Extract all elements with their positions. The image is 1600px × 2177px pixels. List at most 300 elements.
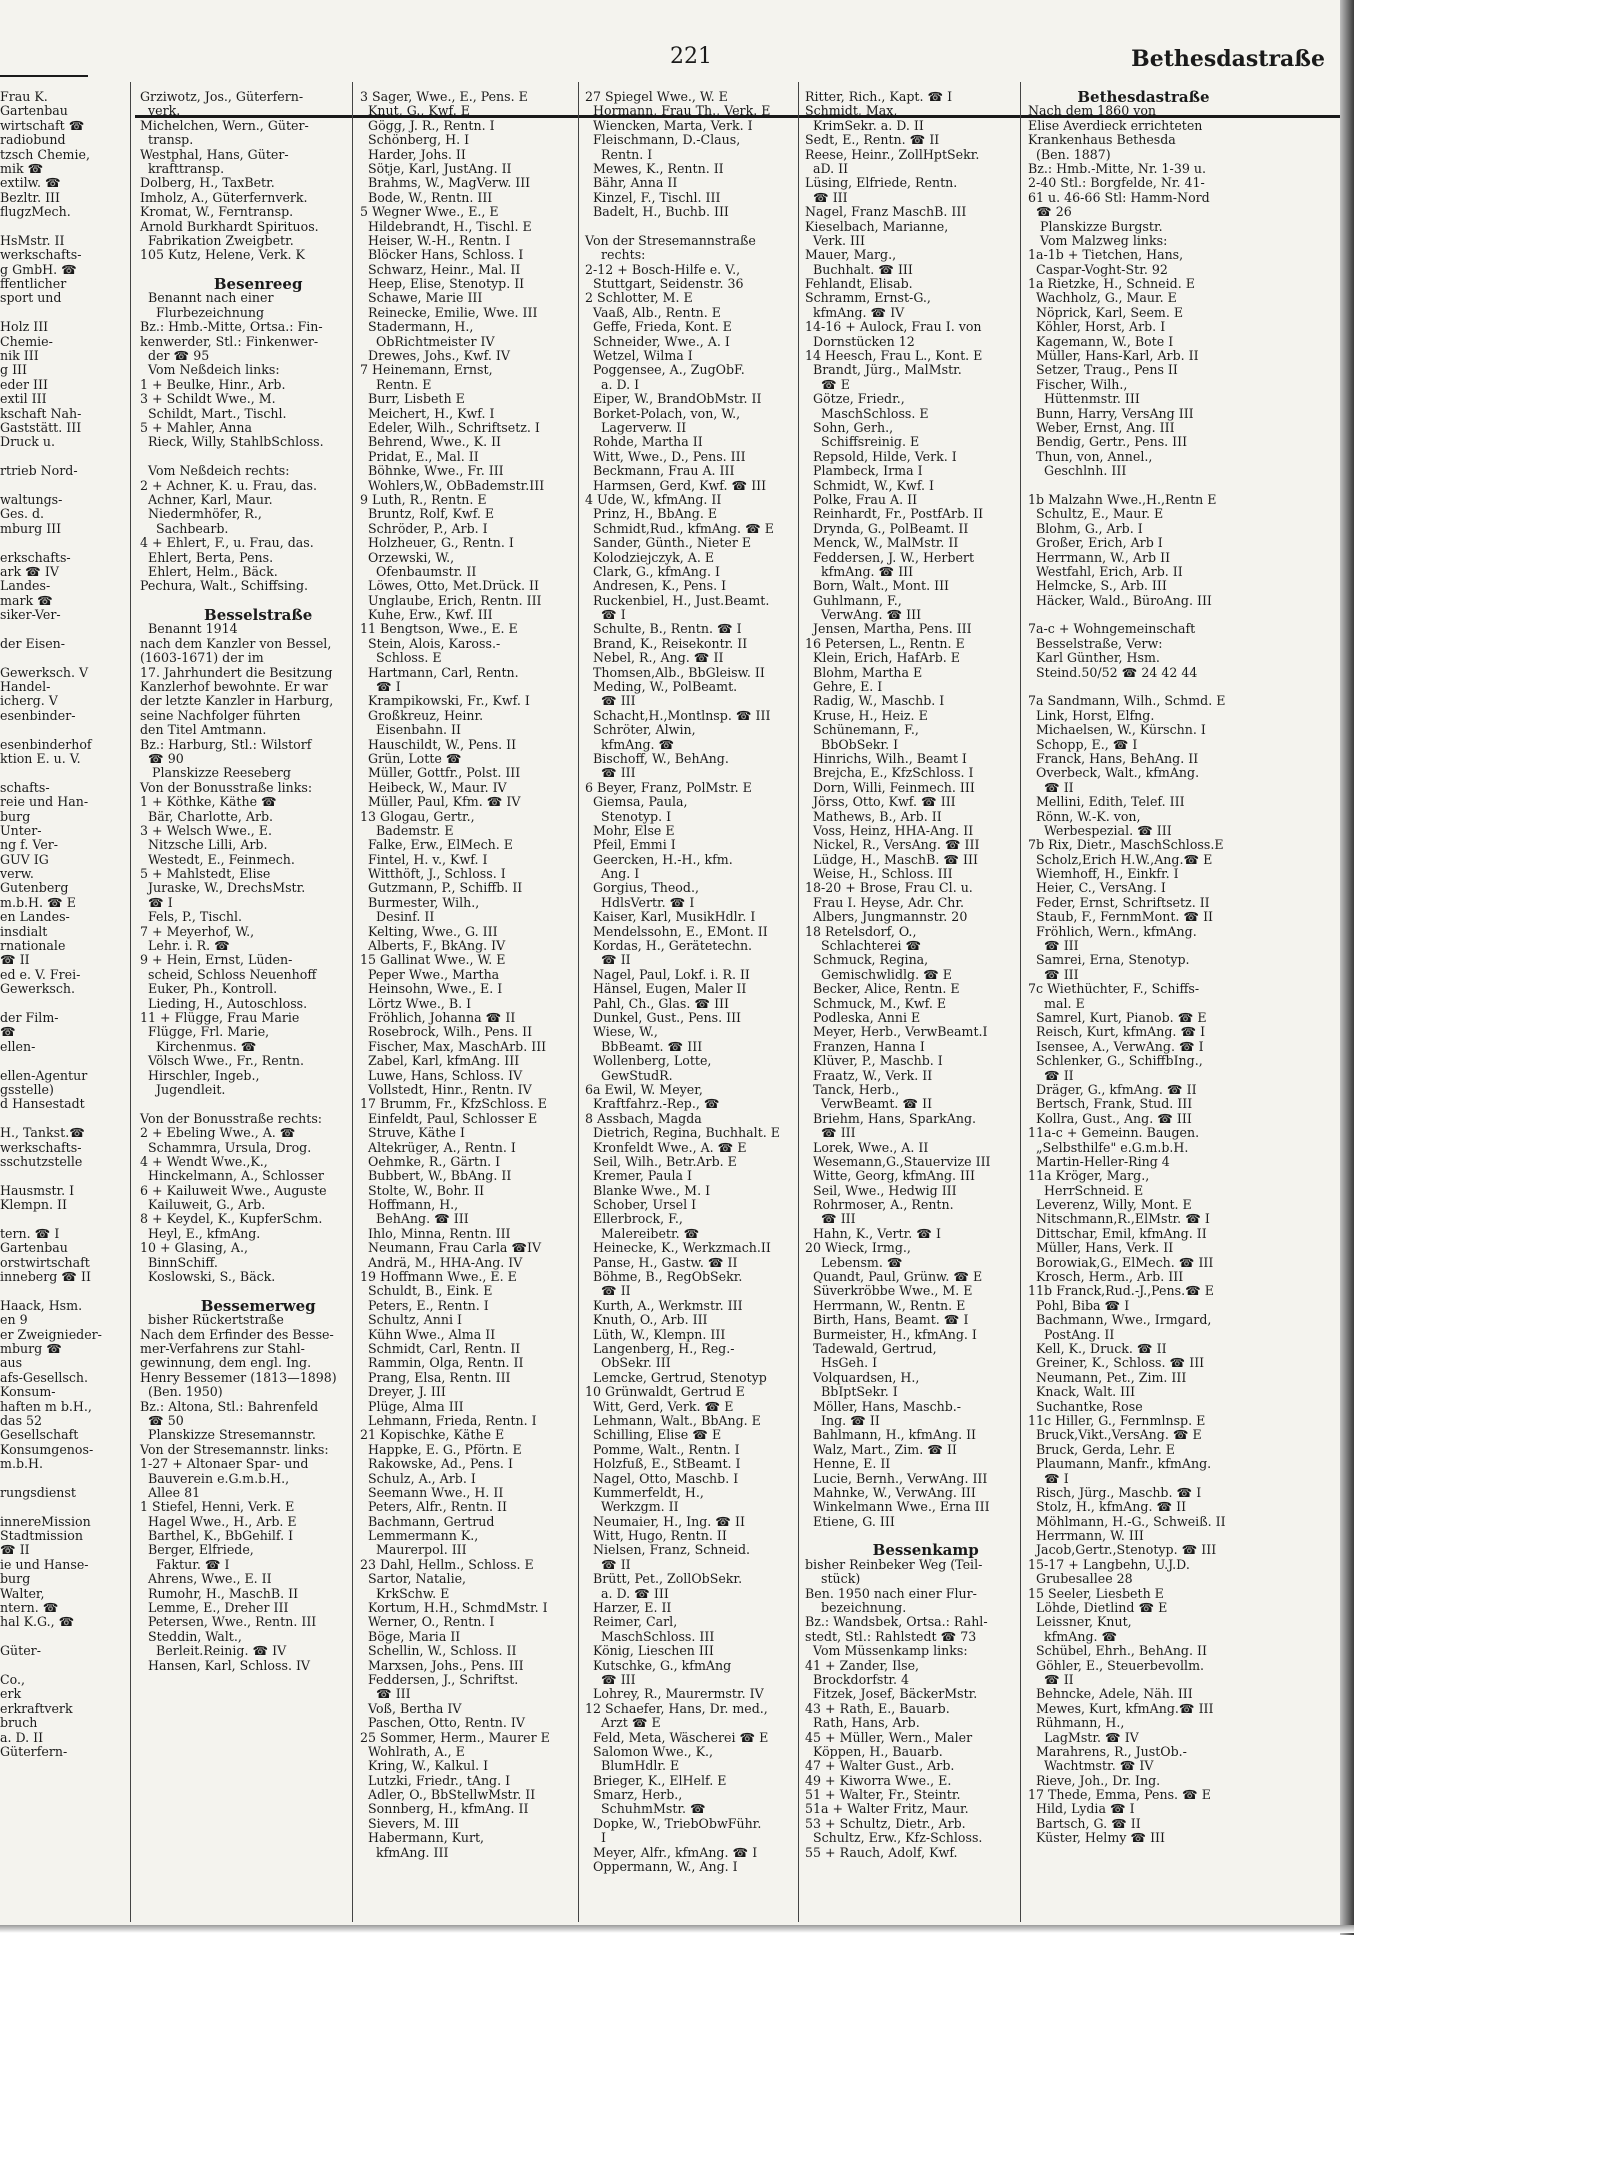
- entry-line: 11b Franck,Rud.-J.,Pens.☎ E: [1028, 1283, 1214, 1299]
- entry-line: Plambeck, Irma I: [805, 463, 923, 479]
- entry-line: Rohrmoser, A., Rentn.: [805, 1197, 954, 1213]
- entry-line: Blanke Wwe., M. I: [585, 1182, 711, 1198]
- entry-line: Sohn, Gerh.,: [805, 419, 894, 435]
- entry-line: Stolz, H., kfmAng. ☎ II: [1028, 1499, 1187, 1515]
- entry-line: kfmAng. ☎: [585, 736, 675, 752]
- entry-line: Leverenz, Willy, Mont. E: [1028, 1197, 1192, 1213]
- entry-line: kschaft Nah-: [0, 405, 82, 421]
- column-divider: [352, 82, 353, 1922]
- entry-line: [0, 723, 88, 737]
- entry-line: Mewes, K., Rentn. II: [585, 160, 724, 176]
- entry-line: Kring, W., Kalkul. I: [360, 1758, 489, 1774]
- column-divider: [130, 82, 131, 1922]
- entry-line: 45 + Müller, Wern., Maler: [805, 1729, 973, 1745]
- entry-line: Langenberg, H., Reg.-: [585, 1340, 735, 1356]
- entry-line: extil III: [0, 391, 47, 407]
- entry-line: [0, 997, 88, 1011]
- entry-line: Dräger, G., kfmAng. ☎ II: [1028, 1081, 1197, 1097]
- entry-line: Besselstraße: [172, 606, 313, 625]
- entry-line: Gewerksch. V: [0, 664, 89, 680]
- entry-line: Fischer, Wilh.,: [1028, 376, 1128, 392]
- entry-line: Seemann Wwe., H. II: [360, 1484, 504, 1500]
- entry-line: Von der Bonusstraße links:: [140, 779, 313, 795]
- entry-line: gewinnung, dem engl. Ing.: [140, 1355, 312, 1371]
- entry-line: Schlenker, G., SchiffbIng.,: [1028, 1053, 1203, 1069]
- entry-line: Dorn, Willi, Feinmech. III: [805, 779, 975, 795]
- entry-line: Flurbezeichnung: [140, 304, 265, 320]
- entry-line: Pfeil, Emmi I: [585, 837, 676, 853]
- entry-line: Weber, Ernst, Ang. III: [1028, 419, 1175, 435]
- entry-line: 11 + Flügge, Frau Marie: [140, 1010, 300, 1025]
- entry-line: wirtschaft ☎: [0, 117, 85, 133]
- entry-line: 53 + Schultz, Dietr., Arb.: [805, 1815, 966, 1831]
- entry-line: Nebel, R., Ang. ☎ II: [585, 650, 724, 666]
- entry-line: Heinsohn, Wwe., E. I: [360, 981, 503, 997]
- entry-line: GewStudR.: [585, 1067, 673, 1083]
- entry-line: ☎ I: [140, 894, 173, 910]
- entry-line: 17 Brumm, Fr., KfzSchloss. E: [360, 1096, 547, 1112]
- entry-line: ☎ 90: [140, 750, 184, 766]
- entry-line: Harzer, E. II: [585, 1600, 672, 1616]
- entry-line: 7 Heinemann, Ernst,: [360, 362, 493, 378]
- entry-line: Krampikowski, Fr., Kwf. I: [360, 693, 530, 709]
- entry-line: (Ben. 1887): [1028, 146, 1111, 162]
- entry-line: 51 + Walter, Fr., Steintr.: [805, 1787, 961, 1803]
- entry-line: Behncke, Adele, Näh. III: [1028, 1686, 1193, 1702]
- entry-line: Möhlmann, H.-G., Schweiß. II: [1028, 1513, 1226, 1529]
- entry-line: [1028, 608, 1238, 622]
- entry-line: Großkreuz, Heinr.: [360, 707, 484, 723]
- entry-line: Schulte, B., Rentn. ☎ I: [585, 621, 742, 637]
- entry-line: Kronfeldt Wwe., A. ☎ E: [585, 1139, 747, 1155]
- entry-line: Schmidt, W., Kwf. I: [805, 477, 935, 493]
- entry-line: Kagemann, W., Bote I: [1028, 333, 1174, 349]
- entry-line: Hild, Lydia ☎ I: [1028, 1801, 1135, 1817]
- entry-line: ☎: [0, 1024, 16, 1040]
- entry-line: Neumann, Pet., Zim. III: [1028, 1369, 1187, 1385]
- entry-line: Völsch Wwe., Fr., Rentn.: [140, 1053, 304, 1069]
- entry-line: Kummerfeldt, H.,: [585, 1484, 704, 1500]
- entry-line: VerwBeamt. ☎ II: [805, 1096, 933, 1112]
- entry-line: der ☎ 95: [140, 348, 210, 364]
- entry-line: Häcker, Wald., BüroAng. III: [1028, 592, 1212, 608]
- entry-line: Staub, F., FernmMont. ☎ II: [1028, 909, 1214, 925]
- entry-line: Gehre, E. I: [805, 679, 883, 695]
- entry-line: Marxsen, Johs., Pens. III: [360, 1657, 524, 1673]
- entry-line: Jörss, Otto, Kwf. ☎ III: [805, 794, 956, 810]
- entry-line: Born, Walt., Mont. III: [805, 578, 950, 594]
- entry-line: stück): [805, 1571, 861, 1587]
- entry-line: Löwes, Otto, Met.Drück. II: [360, 578, 539, 594]
- entry-line: [0, 1112, 88, 1126]
- entry-line: HsMstr. II: [0, 232, 65, 248]
- entry-line: Gartenbau: [0, 1240, 68, 1256]
- entry-line: Müller, Gottfr., Polst. III: [360, 765, 521, 781]
- entry-line: Schammra, Ursula, Drog.: [140, 1139, 312, 1155]
- entry-line: ☎ I: [1028, 1470, 1069, 1486]
- entry-line: Böhnke, Wwe., Fr. III: [360, 463, 504, 479]
- entry-line: Behrend, Wwe., K. II: [360, 434, 502, 450]
- entry-line: gsstelle): [0, 1081, 54, 1097]
- entry-line: Möller, Hans, Maschb.-: [805, 1398, 962, 1414]
- entry-line: afs-Gesellsch.: [0, 1369, 89, 1385]
- entry-line: Lüsing, Elfriede, Rentn.: [805, 175, 958, 191]
- entry-line: Eisenbahn. II: [360, 722, 462, 738]
- entry-line: Heier, C., VersAng. I: [1028, 880, 1166, 896]
- entry-line: 9 + Hein, Ernst, Lüden-: [140, 952, 293, 968]
- entry-line: 20 Wieck, Irmg.,: [805, 1240, 911, 1256]
- entry-line: a. D. ☎ III: [585, 1585, 669, 1601]
- entry-line: sschutzstelle: [0, 1153, 83, 1169]
- entry-line: Voß, Bertha IV: [360, 1700, 462, 1716]
- entry-line: Andrä, M., HHA-Ang. IV: [360, 1254, 523, 1270]
- entry-line: Schramm, Ernst-G.,: [805, 290, 931, 306]
- entry-line: Schacht,H.,Montlnsp. ☎ III: [585, 707, 771, 723]
- entry-line: Landes-: [0, 578, 51, 594]
- page-bottom-shadow: [0, 1925, 1354, 1933]
- entry-line: Bademstr. E: [360, 822, 454, 838]
- entry-line: ffentlicher: [0, 276, 67, 292]
- entry-line: Franzen, Hanna I: [805, 1038, 925, 1054]
- entry-line: Kolodziejczyk, A. E: [585, 549, 715, 565]
- entry-line: Konsum-: [0, 1384, 56, 1400]
- entry-line: Badelt, H., Buchb. III: [585, 204, 729, 220]
- entry-line: Kanzlerhof bewohnte. Er war: [140, 679, 328, 695]
- entry-line: Ihlo, Minna, Rentn. III: [360, 1225, 511, 1241]
- entry-line: Ing. ☎ II: [805, 1412, 880, 1428]
- entry-line: 17. Jahrhundert die Besitzung: [140, 664, 333, 680]
- entry-line: Stolte, W., Bohr. II: [360, 1182, 485, 1198]
- entry-line: Adler, O., BbStellwMstr. II: [360, 1787, 536, 1803]
- entry-line: ☎ II: [0, 952, 30, 968]
- entry-line: kfmAng. ☎ IV: [805, 304, 905, 320]
- entry-line: Oppermann, W., Ang. I: [585, 1859, 738, 1875]
- entry-line: [0, 622, 88, 636]
- entry-line: Stein, Alois, Kaross.-: [360, 635, 501, 651]
- entry-line: Hansen, Karl, Schloss. IV: [140, 1657, 311, 1673]
- entry-line: ed e. V. Frei-: [0, 966, 81, 982]
- entry-line: Paschen, Otto, Rentn. IV: [360, 1715, 525, 1731]
- entry-line: Lagerverw. II: [585, 419, 687, 435]
- entry-line: esenbinder-: [0, 707, 76, 723]
- entry-line: Bahlmann, H., kfmAng. II: [805, 1427, 977, 1443]
- entry-line: Löhde, Dietlind ☎ E: [1028, 1600, 1168, 1616]
- entry-line: Vom Neßdeich rechts:: [140, 463, 290, 479]
- entry-line: 2 + Achner, K. u. Frau, das.: [140, 477, 317, 493]
- entry-line: Bendig, Gertr., Pens. III: [1028, 434, 1188, 450]
- entry-line: 11c Hiller, G., Fernmlnsp. E: [1028, 1412, 1206, 1428]
- entry-line: ☎ 50: [140, 1412, 184, 1428]
- entry-line: Brockdorfstr. 4: [805, 1671, 910, 1687]
- entry-line: Albers, Jungmannstr. 20: [805, 909, 968, 925]
- entry-line: Schröder, P., Arb. I: [360, 520, 488, 536]
- entry-line: bisher Rückertstraße: [140, 1312, 284, 1328]
- entry-line: Bär, Charlotte, Arb.: [140, 808, 274, 824]
- entry-line: Fabrikation Zweigbetr.: [140, 232, 294, 248]
- entry-line: 11a-c + Gemeinn. Baugen.: [1028, 1125, 1200, 1141]
- entry-line: Besenreeg: [182, 275, 303, 294]
- entry-line: verw.: [0, 866, 34, 882]
- entry-line: Wachtmstr. ☎ IV: [1028, 1758, 1154, 1774]
- entry-line: Schmuck, M., Kwf. E: [805, 995, 947, 1011]
- entry-line: BehAng. ☎ III: [360, 1211, 469, 1227]
- entry-line: Michaelsen, W., Kürschn. I: [1028, 722, 1206, 738]
- entry-line: Ofenbaumstr. II: [360, 563, 477, 579]
- entry-line: Lüth, W., Klempn. III: [585, 1326, 726, 1342]
- entry-line: Rosebrock, Wilh., Pens. II: [360, 1024, 533, 1040]
- entry-line: Hinrichs, Wilh., Beamt I: [805, 750, 967, 766]
- entry-line: Fröhlich, Johanna ☎ II: [360, 1010, 516, 1025]
- entry-line: Petersen, Wwe., Rentn. III: [140, 1614, 317, 1630]
- entry-line: Ges. d.: [0, 506, 45, 522]
- entry-line: Neumann, Frau Carla ☎IV: [360, 1240, 542, 1256]
- entry-line: Nach dem Erfinder des Besse-: [140, 1326, 334, 1342]
- entry-line: reie und Han-: [0, 794, 89, 810]
- entry-line: Kordas, H., Gerätetechn.: [585, 938, 753, 954]
- entry-line: Lörtz Wwe., B. I: [360, 995, 472, 1011]
- entry-line: Seil, Wilh., Betr.Arb. E: [585, 1153, 737, 1169]
- entry-line: [0, 1659, 88, 1673]
- entry-line: Schildt, Mart., Tischl.: [140, 405, 287, 421]
- entry-line: Fischer, Max, MaschArb. III: [360, 1038, 547, 1054]
- entry-line: 21 Kopischke, Käthe E: [360, 1427, 505, 1443]
- entry-line: ark ☎ IV: [0, 563, 59, 579]
- entry-line: Achner, Karl, Maur.: [140, 491, 273, 507]
- entry-line: Gesellschaft: [0, 1427, 79, 1443]
- entry-line: [0, 450, 88, 464]
- entry-line: orstwirtschaft: [0, 1254, 90, 1270]
- entry-line: 1 + Beulke, Hinr., Arb.: [140, 376, 286, 392]
- entry-line: 19 Hoffmann Wwe., E. E: [360, 1269, 517, 1285]
- entry-line: mer-Verfahrens zur Stahl-: [140, 1340, 305, 1356]
- entry-line: 10 Grünwaldt, Gertrud E: [585, 1384, 745, 1400]
- entry-line: Westphal, Hans, Güter-: [140, 146, 289, 162]
- entry-line: Menck, W., MalMstr. II: [805, 535, 959, 551]
- entry-line: Schloss. E: [360, 650, 442, 666]
- entry-line: Reimer, Carl,: [585, 1614, 678, 1630]
- entry-line: den Titel Amtmann.: [140, 722, 267, 738]
- entry-line: Schmidt, Carl, Rentn. II: [360, 1340, 521, 1356]
- entry-line: Pomme, Walt., Rentn. I: [585, 1441, 740, 1457]
- entry-line: erkschafts-: [0, 549, 71, 565]
- entry-line: Lehmann, Walt., BbAng. E: [585, 1412, 761, 1428]
- entry-line: Kromat, W., Ferntransp.: [140, 204, 294, 220]
- entry-line: 1a Rietzke, H., Schneid. E: [1028, 276, 1195, 292]
- entry-line: a. D. II: [0, 1729, 44, 1745]
- entry-line: Podleska, Anni E: [805, 1010, 921, 1025]
- entry-line: Kutschke, G., kfmAng: [585, 1657, 732, 1673]
- entry-line: tzsch Chemie,: [0, 146, 90, 162]
- entry-line: Franck, Hans, BehAng. II: [1028, 750, 1199, 766]
- entry-line: Bischoff, W., BehAng.: [585, 750, 729, 766]
- entry-line: Geffe, Frieda, Kont. E: [585, 319, 732, 335]
- entry-line: Witte, Georg, kfmAng. III: [805, 1168, 975, 1184]
- entry-line: Schultz, Anni I: [360, 1312, 462, 1328]
- entry-line: Buchhalt. ☎ III: [805, 261, 913, 277]
- entry-line: Herrmann, W., Rentn. E: [805, 1297, 966, 1313]
- entry-line: HdlsVertr. ☎ I: [585, 894, 695, 910]
- entry-line: Ben. 1950 nach einer Flur-: [805, 1585, 977, 1601]
- entry-line: Güterfern-: [0, 1743, 68, 1759]
- entry-line: ObRichtmeister IV: [360, 333, 495, 349]
- entry-line: Quandt, Paul, Grünw. ☎ E: [805, 1269, 983, 1285]
- entry-line: Link, Horst, Elfng.: [1028, 707, 1155, 723]
- entry-line: Bruck, Gerda, Lehr. E: [1028, 1441, 1175, 1457]
- entry-line: Berger, Elfriede,: [140, 1542, 254, 1558]
- entry-line: Planskizze Stresemannstr.: [140, 1427, 316, 1443]
- entry-line: Witt, Gerd, Verk. ☎ E: [585, 1398, 734, 1414]
- entry-line: BinnSchiff.: [140, 1254, 218, 1270]
- entry-line: Smarz, Herb.,: [585, 1787, 683, 1803]
- entry-line: ☎ II: [585, 1283, 631, 1299]
- entry-line: 8 Assbach, Magda: [585, 1110, 702, 1126]
- entry-line: ☎ I: [585, 607, 626, 623]
- entry-line: Schultz, E., Maur. E: [1028, 506, 1164, 522]
- entry-line: Pridat, E., Mal. II: [360, 448, 479, 464]
- entry-line: waltungs-: [0, 491, 63, 507]
- entry-line: Happke, E. G., Pförtn. E: [360, 1441, 522, 1457]
- entry-line: Giemsa, Paula,: [585, 794, 688, 810]
- entry-line: H., Tankst.☎: [0, 1125, 85, 1141]
- entry-line: Eiper, W., BrandObMstr. II: [585, 391, 762, 407]
- entry-line: Lutzki, Friedr., tAng. I: [360, 1772, 511, 1788]
- entry-line: Grubesallee 28: [1028, 1571, 1133, 1587]
- entry-line: Dornstücken 12: [805, 333, 915, 349]
- column-5: [1028, 90, 1238, 1846]
- entry-line: (1603-1671) der im: [140, 650, 264, 666]
- entry-line: Kühn Wwe., Alma II: [360, 1326, 496, 1342]
- entry-line: Nielsen, Franz, Schneid.: [585, 1542, 751, 1558]
- entry-line: Rakowske, Ad., Pens. I: [360, 1456, 513, 1472]
- entry-line: Faktur. ☎ I: [140, 1556, 230, 1572]
- entry-line: 7b Rix, Dietr., MaschSchloss.E: [1028, 837, 1224, 853]
- entry-line: 7a Sandmann, Wilh., Schmd. E: [1028, 693, 1226, 709]
- entry-line: Vom Neßdeich links:: [140, 362, 280, 378]
- entry-line: Habermann, Kurt,: [360, 1830, 485, 1846]
- entry-line: Schröter, Alwin,: [585, 722, 696, 738]
- entry-line: Lohrey, R., Maurermstr. IV: [585, 1686, 764, 1702]
- entry-line: Bz.: Wandsbek, Ortsa.: Rahl-: [805, 1614, 988, 1630]
- entry-line: Nickel, R., VersAng. ☎ III: [805, 837, 980, 853]
- entry-line: Schünemann, F.,: [805, 722, 919, 738]
- entry-line: Heinecke, K., Werkzmach.II: [585, 1240, 771, 1256]
- entry-line: Pohl, Biba ☎ I: [1028, 1297, 1130, 1313]
- entry-line: Lebensm. ☎: [805, 1254, 903, 1270]
- entry-line: 27 Spiegel Wwe., W. E: [585, 89, 728, 104]
- entry-line: hal K.G., ☎: [0, 1614, 75, 1630]
- entry-line: Struve, Käthe I: [360, 1125, 465, 1141]
- entry-line: Grün, Lotte ☎: [360, 750, 462, 766]
- page-edge-shadow: [1340, 0, 1354, 1935]
- entry-line: ☎ II: [1028, 1067, 1074, 1083]
- entry-line: Lehmann, Frieda, Rentn. I: [360, 1412, 537, 1428]
- entry-line: kfmAng. ☎: [1028, 1628, 1118, 1644]
- entry-line: Planskizze Reeseberg: [140, 765, 291, 781]
- entry-line: 1 + Köthke, Käthe ☎: [140, 794, 277, 810]
- entry-line: Bruck,Vikt.,VersAng. ☎ E: [1028, 1427, 1202, 1443]
- entry-line: [0, 1630, 88, 1644]
- entry-line: Schönberg, H. I: [360, 132, 470, 148]
- column-3: [585, 90, 800, 1874]
- entry-line: Drynda, G., PolBeamt. II: [805, 520, 969, 536]
- entry-line: Repsold, Hilde, Verk. I: [805, 448, 957, 464]
- entry-line: Hartmann, Carl, Rentn.: [360, 664, 519, 680]
- entry-line: [1028, 680, 1238, 694]
- entry-line: 105 Kutz, Helene, Verk. K: [140, 247, 305, 263]
- entry-line: Werbespezial. ☎ III: [1028, 822, 1172, 838]
- entry-line: Sievers, M. III: [360, 1815, 459, 1831]
- entry-line: Fintel, H. v., Kwf. I: [360, 851, 488, 867]
- entry-line: [140, 450, 345, 464]
- entry-line: Rumohr, H., MaschB. II: [140, 1585, 299, 1601]
- entry-line: Pechura, Walt., Schiffsing.: [140, 578, 309, 594]
- entry-line: Grziwotz, Jos., Güterfern-: [140, 89, 304, 104]
- entry-line: Knack, Walt. III: [1028, 1384, 1136, 1400]
- entry-line: der Film-: [0, 1010, 59, 1025]
- entry-line: Ellerbrock, F.,: [585, 1211, 683, 1227]
- entry-line: Steind.50/52 ☎ 24 42 44: [1028, 664, 1198, 680]
- entry-line: Borket-Polach, von, W.,: [585, 405, 741, 421]
- entry-line: Feddersen, J. W., Herbert: [805, 549, 975, 565]
- entry-line: Brahms, W., MagVerw. III: [360, 175, 531, 191]
- entry-line: Arnold Burkhardt Spirituos.: [140, 218, 319, 234]
- entry-line: Geschlnh. III: [1028, 463, 1127, 479]
- entry-line: Berleit.Reinig. ☎ IV: [140, 1643, 287, 1659]
- entry-line: Gögg, J. R., Rentn. I: [360, 117, 495, 133]
- entry-line: Fitzek, Josef, BäckerMstr.: [805, 1686, 978, 1702]
- entry-line: Sonnberg, H., kfmAng. II: [360, 1801, 529, 1817]
- entry-line: Frau K.: [0, 89, 48, 104]
- entry-line: Schultz, Erw., Kfz-Schloss.: [805, 1830, 983, 1846]
- entry-line: Plüge, Alma III: [360, 1398, 464, 1414]
- entry-line: Wiemhoff, H., Einkfr. I: [1028, 866, 1179, 882]
- entry-line: Unglaube, Erich, Rentn. III: [360, 592, 542, 608]
- entry-line: KrimSekr. a. D. II: [805, 117, 924, 133]
- entry-line: Gewerksch.: [0, 981, 76, 997]
- entry-line: Rentn. I: [585, 146, 653, 162]
- entry-line: siker-Ver-: [0, 607, 61, 623]
- entry-line: Steddin, Walt.,: [140, 1628, 242, 1644]
- entry-line: 3 + Welsch Wwe., E.: [140, 822, 272, 838]
- entry-line: Böge, Maria II: [360, 1628, 461, 1644]
- entry-line: eder III: [0, 376, 48, 392]
- entry-line: Ahrens, Wwe., E. II: [140, 1571, 272, 1587]
- entry-line: Druck u.: [0, 434, 56, 450]
- entry-line: Wachholz, G., Maur. E: [1028, 290, 1177, 306]
- entry-line: Schawe, Marie III: [360, 290, 483, 306]
- entry-line: 55 + Rauch, Adolf, Kwf.: [805, 1844, 958, 1860]
- entry-line: Neumaier, H., Ing. ☎ II: [585, 1513, 745, 1529]
- entry-line: ☎ III: [805, 1125, 856, 1141]
- entry-line: haften m b.H.,: [0, 1398, 92, 1414]
- entry-line: Jacob,Gertr.,Stenotyp. ☎ III: [1028, 1542, 1217, 1558]
- entry-line: Burmester, Wilh.,: [360, 894, 480, 910]
- entry-line: Rühmann, H.,: [1028, 1715, 1125, 1731]
- entry-line: Kollra, Gust., Ang. ☎ III: [1028, 1110, 1192, 1126]
- entry-line: sport und: [0, 290, 62, 306]
- entry-line: aus: [0, 1355, 23, 1371]
- entry-line: Böhme, B., RegObSekr.: [585, 1269, 743, 1285]
- entry-line: Sander, Günth., Nieter E: [585, 535, 752, 551]
- entry-line: Tadewald, Gertrud,: [805, 1340, 937, 1356]
- entry-line: rungsdienst: [0, 1484, 76, 1500]
- entry-line: Chemie-: [0, 333, 53, 349]
- entry-line: Volquardsen, H.,: [805, 1369, 920, 1385]
- entry-line: Fels, P., Tischl.: [140, 909, 243, 925]
- entry-line: [0, 651, 88, 665]
- entry-line: Meyer, Herb., VerwBeamt.I: [805, 1024, 988, 1040]
- entry-line: extilw. ☎: [0, 175, 61, 191]
